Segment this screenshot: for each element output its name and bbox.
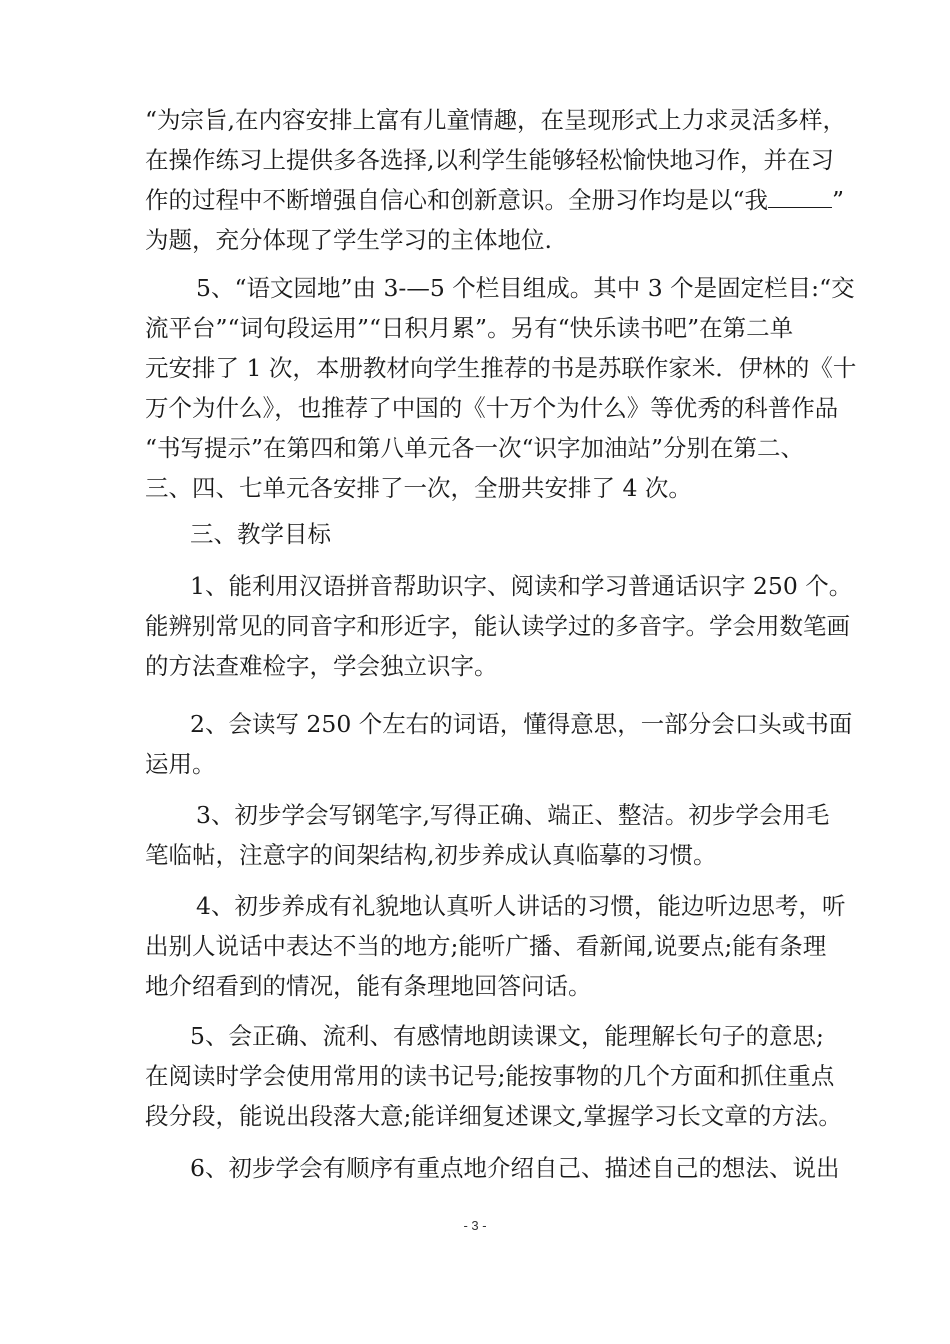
text-line: 5、会正确、流利、有感情地朗读课文，能理解长句子的意思; [190,1022,824,1050]
text-line: 4、初步养成有礼貌地认真听人讲话的习惯，能边听边思考，听 [196,892,846,920]
goal-1-cont [145,606,850,686]
text-line: 在阅读时学会使用常用的读书记号;能按事物的几个方面和抓住重点 [145,1062,835,1090]
goal-4 [196,886,866,926]
text-line: 段分段，能说出段落大意;能详细复述课文,掌握学习长文章的方法。 [145,1102,842,1130]
text-line: 地介绍看到的情况，能有条理地回答问话。 [145,972,592,1000]
goal-3-cont [145,835,815,875]
paragraph-item-5-garden-cont [145,308,857,508]
text-line: 流平台”“词句段运用”“日积月累”。另有“快乐读书吧”在第二单 [145,314,794,342]
section-heading [190,514,860,554]
paragraph-item-5-garden [196,268,866,308]
text-line: “为宗旨,在内容安排上富有儿童情趣，在呈现形式上力求灵活多样， [145,106,846,134]
text-line: 在操作练习上提供多各选择,以利学生能够轻松愉快地习作，并在习 [145,146,834,174]
text-line: 1、能利用汉语拼音帮助识字、阅读和学习普通话识字 250 个。 [190,572,853,600]
goal-6 [190,1148,860,1188]
text-line: 的方法查难检字，学会独立识字。 [145,652,498,680]
text-line: 6、初步学会有顺序有重点地介绍自己、描述自己的想法、说出 [190,1154,840,1182]
fill-in-blank [768,185,832,208]
text-line: “书写提示”在第四和第八单元各一次“识字加油站”分别在第二、 [145,434,805,462]
text-line: 5、“语文园地”由 3-—5 个栏目组成。其中 3 个是固定栏目:“交 [196,274,855,302]
goal-3 [196,795,866,835]
text-line: 运用。 [145,750,216,778]
goal-2-cont [145,744,815,784]
goal-5 [190,1016,860,1056]
page-number: - 3 - [463,1218,487,1233]
text-line: 能辨别常见的同音字和形近字，能认读学过的多音字。学会用数笔画 [145,612,850,640]
text-line [145,180,845,220]
heading-text: 三、教学目标 [190,520,331,548]
text-fragment: 作的过程中不断增强自信心和创新意识。全册习作均是以“我 [145,186,769,214]
text-line: 2、会读写 250 个左右的词语，懂得意思，一部分会口头或书面 [190,710,853,738]
goal-5-cont [145,1056,842,1136]
text-line: 3、初步学会写钢笔字,写得正确、端正、整洁。初步学会用毛 [196,801,830,829]
text-line: 元安排了 1 次，本册教材向学生推荐的书是苏联作家米．伊林的《十 [145,354,857,382]
text-line: 三、四、七单元各安排了一次，全册共安排了 4 次。 [145,474,692,502]
goal-1 [190,566,860,606]
text-fragment: ” [832,186,845,214]
goal-2 [190,704,860,744]
text-line: 万个为什么》，也推荐了中国的《十万个为什么》等优秀的科普作品 [145,394,839,422]
text-line: 出别人说话中表达不当的地方;能听广播、看新闻,说要点;能有条理 [145,932,827,960]
text-line: 为题，充分体现了学生学习的主体地位. [145,226,552,254]
goal-4-cont [145,926,827,1006]
paragraph-intro [145,100,846,260]
text-line: 笔临帖，注意字的间架结构,初步养成认真临摹的习惯。 [145,841,717,869]
